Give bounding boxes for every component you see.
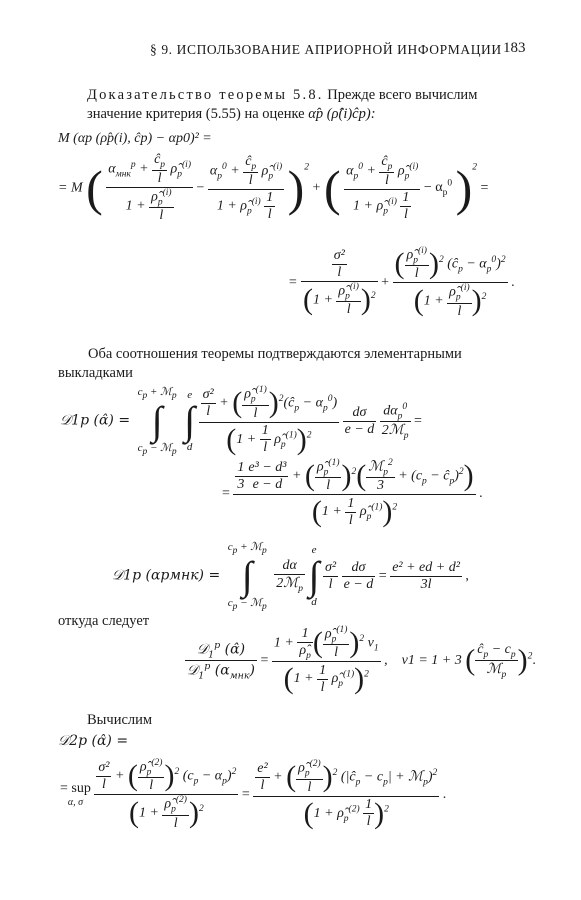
- double-integral-inner: e ∫ d: [184, 389, 196, 454]
- fraction-eq4-rhs: 1 + $\frac{1}{\rhô_p}$ ( $\frac{\rhô_p^{(1)}}{l}$ )$^2$ $\nu_1$ (1 + $\frac{1}{l}$ $\rhô_p^{(1)})^2$: [273, 625, 379, 696]
- nu-definition: ν1 = 1 + 3: [401, 652, 462, 668]
- fraction-bias-squared-term: ( $\frac{\rhô_p^{(i)}}{l}$ )$^2$ $(ĉ_p - \alpha_p^0)^2$ (1 + $\frac{\rhô_p^{(i)}}{l}$ )$^2$: [394, 246, 506, 319]
- fraction-ols-term: $\alpha_{мнк}^p$ + $\frac{ĉ_p}{l}$ $\rhô_p^{(i)}$ 1 + $\frac{\rhô_p^{(i)}}{l}$: [108, 152, 191, 224]
- page-number: 183: [503, 40, 526, 56]
- proof-label: Доказательство теоремы 5.8.: [87, 87, 324, 103]
- we-compute-text: Вычислим: [87, 712, 153, 728]
- equation-5-lhs: 𝒟2p (α̂) =: [58, 733, 129, 749]
- proof-text: Прежде всего вычислим значение критерия (5.55) на оценке: [87, 87, 478, 122]
- equation-3: 𝒟1p (αpмнк) = $c_p$ + ℳ$_p$ ∫ $c_p$ − ℳ$_p$ $\frac{d\alpha}{2ℳ_p}$ e ∫ d $\frac{\text{σ²}}{l}$ $\frac{d\sigma}{e - d}$ = $\frac{\text{e² + ed + d²}}{3l}$ ,: [112, 540, 469, 613]
- equation-1-result: = $\frac{\text{σ²}}{l}$ (1 + $\frac{\rhô_p^{(i)}}{l}$ )$^2$ + ( $\frac{\rhô_p^{(i)}}{l}$ )$^2$ $(ĉ_p - \alpha_p^0)^2$ (1 + $\frac{\rhô_p^{(i)}}{l}$ )$^2$ .: [288, 246, 515, 319]
- equation-2-result: = $\frac{1}{3}$ $\frac{\text{e³ − d³}}{e - d}$ + ( $\frac{\rhô_p^{(1)}}{l}$ )$^2$( $\frac{ℳ_p^2}{3}$ + ($c_p$ − $ĉ_p)^2$) (1 + $\frac{1}{l}$ $\rhô_p^{(1)})^2$ .: [222, 458, 483, 529]
- fraction-eq4-lhs: $\frac{𝒟_1^p (\alphâ)}{𝒟_1^p (\alpha_{мнк})}$: [187, 639, 255, 682]
- eq3-lhs: 𝒟1p (αpмнк) =: [112, 567, 221, 584]
- equation-1-lhs: M (αp (ρ̂p(i), ĉp) − αp0)² =: [58, 131, 212, 146]
- running-title: § 9. ИСПОЛЬЗОВАНИЕ АПРИОРНОЙ ИНФОРМАЦИИ: [150, 42, 502, 57]
- proof-estimator: α̂p (ρ̂(i)ĉp):: [308, 106, 376, 122]
- sup-operator: = sup α, σ: [60, 781, 91, 809]
- equation-4: $\frac{𝒟_1^p (\alphâ)}{𝒟_1^p (\alpha_{мнк})}$ = 1 + $\frac{1}{\rhô_p}$ ( $\frac{\rhô_p^{(1)}}{l}$ )$^2$ $\nu_1$ (1 + $\frac{1}{l}$ $\rhô_p^{(1)})^2$ , ν1 = 1 + 3 ( $\frac{ĉ_p - c_p}{ℳ_p}$ )$^2$.: [187, 625, 536, 696]
- fraction-prior-term: $\alpha_p^0$ + $\frac{ĉ_p}{l}$ $\rhô_p^{(i)}$ $1 + \rhô_p^{(i)}$ $\frac{1}{l}$: [209, 153, 283, 222]
- fraction-variance-term: $\frac{\text{σ²}}{l}$ (1 + $\frac{\rhô_p^{(i)}}{l}$ )$^2$: [302, 247, 376, 318]
- both-relations-paragraph: Оба соотношения теоремы подтверждаются элементарными выкладками: [58, 346, 462, 381]
- fraction-eq5-middle: $\frac{\text{σ²}}{l}$ + ( $\frac{\rhô_p^{(2)}}{l}$ )$^2$ $(c_p - \alpha_p)^2$ (1 + $\frac{\rhô_p^{(2)}}{l}$ )$^2$: [94, 758, 238, 832]
- equation-2: 𝒟1p (α̂) = $c_p$ + ℳ$_p$ ∫ $c_p$ − ℳ$_p$ e ∫ d $\frac{\text{σ²}}{l}$ + ( $\frac{\rhô_p^{(1)}}{l}$ )$^2(ĉ_p - \alpha_p^0)$ (1 + $\frac{1}{l}$ $\rhô_p^{(1)})^2$ $\frac{d\sigma}{e - d}$ $\frac{d\alpha_p^0}{2ℳ_p}$ =: [60, 385, 422, 458]
- fraction-eq3-rhs: $\frac{\text{e² + ed + d²}}{3l}$: [392, 559, 460, 592]
- fraction-eq5-right: $\frac{\text{e²}}{l}$ + ( $\frac{\rhô_p^{(2)}}{l}$ )$^2$ ($|ĉ_p - c_p|$ + ℳ$_p$)$^2$ ($1 + \rhô_p^{(2)}$ $\frac{1}{l}$ )$^2$: [253, 759, 439, 830]
- equals-m-prefix: = M: [58, 180, 83, 196]
- fraction-integral-result: $\frac{1}{3}$ $\frac{\text{e³ − d³}}{e - d}$ + ( $\frac{\rhô_p^{(1)}}{l}$ )$^2$( $\frac{ℳ_p^2}{3}$ + ($c_p$ − $ĉ_p)^2$) (1 + $\frac{1}{l}$ $\rhô_p^{(1)})^2$: [233, 458, 475, 529]
- whence-follows-text: откуда следует: [58, 613, 150, 629]
- double-integral-outer: $c_p$ + ℳ$_p$ ∫ $c_p$ − ℳ$_p$: [137, 385, 177, 458]
- fraction-bias-term: $\alpha_p^0$ + $\frac{ĉ_p}{l}$ $\rhô_p^{(i)}$ $1 + \rhô_p^{(i)}$ $\frac{1}{l}$: [346, 153, 419, 222]
- proof-intro-paragraph: [87, 86, 527, 124]
- fraction-integrand: $\frac{\text{σ²}}{l}$ + ( $\frac{\rhô_p^{(1)}}{l}$ )$^2(ĉ_p - \alpha_p^0)$ (1 + $\frac{1}{l}$ $\rhô_p^{(1)})^2$: [199, 385, 339, 456]
- equation-1-expansion: = M ( $\alpha_{мнк}^p$ + $\frac{ĉ_p}{l}$ $\rhô_p^{(i)}$ 1 + $\frac{\rhô_p^{(i)}}{l}$ − $\alpha_p^0$ + $\frac{ĉ_p}{l}$ $\rhô_p^{(i)}$ $1 + \rhô_p^{(i)}$ $\frac{1}{l}$ )$^2$ + ( $\alpha_p^0$ + $\frac{ĉ_p}{l}$ $\rhô_p^{(i)}$ $1 + \rhô_p^{(i)}$ $\frac{1}{l}$ − $\alpha_p^0$ )$^2$ =: [58, 152, 489, 224]
- equation-5: = sup α, σ $\frac{\text{σ²}}{l}$ + ( $\frac{\rhô_p^{(2)}}{l}$ )$^2$ $(c_p - \alpha_p)^2$ (1 + $\frac{\rhô_p^{(2)}}{l}$ )$^2$ = $\frac{\text{e²}}{l}$ + ( $\frac{\rhô_p^{(2)}}{l}$ )$^2$ ($|ĉ_p - c_p|$ + ℳ$_p$)$^2$ ($1 + \rhô_p^{(2)}$ $\frac{1}{l}$ )$^2$ .: [60, 758, 447, 831]
